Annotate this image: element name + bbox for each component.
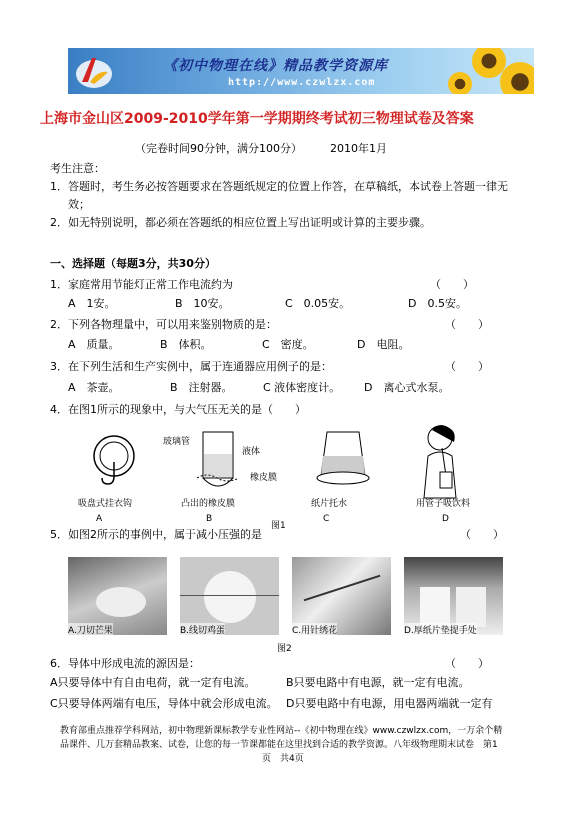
option-a: A 1安。	[68, 297, 116, 310]
suction-hook-drawing	[90, 432, 150, 492]
option-c: C 0.05安。	[285, 297, 351, 310]
option-d: D 离心式水泵。	[364, 381, 450, 394]
question-2-stem: 2．下列各物理量中，可以用来鉴别物质的是：	[50, 318, 277, 331]
option-d: D 电阻。	[357, 338, 410, 351]
notice-item: 1．答题时，考生务必按答题要求在答题纸规定的位置上作答，在草稿纸，本试卷上答题一律无	[50, 180, 508, 193]
banner-url[interactable]: http://www.czwlzx.com	[228, 77, 376, 88]
footer-line: 教育部重点推荐学科网站，初中物理新课标教学专业性网站--《初中物理在线》www.czwlzx.com，一万余个精	[60, 726, 503, 736]
figure-2-label: 图2	[277, 644, 292, 654]
footer-line: 品课件、几万套精品教案、试卷，让您的每一节课都能在这里找到合适的教学资源。八年级物理期末试卷 第1	[60, 740, 498, 750]
option-c: C 密度。	[262, 338, 314, 351]
figure-2-caption-a: A.刀切芒果	[68, 623, 113, 636]
exam-date: 2010年1月	[330, 142, 387, 155]
question-6-stem: 6．导体中形成电流的源因是：	[50, 657, 200, 670]
option-d: D只要电路中有电源，用电器两端就一定有	[286, 697, 493, 710]
answer-bracket: （ ）	[460, 528, 504, 541]
option-a: A 茶壶。	[68, 381, 120, 394]
site-logo	[72, 50, 116, 92]
answer-bracket: （ ）	[445, 318, 489, 331]
figure-1-letter-a: A	[96, 514, 103, 524]
question-4-stem: 4．在图1所示的现象中，与大气压无关的是（ ）	[50, 403, 306, 416]
paper-holding-water-drawing	[313, 426, 373, 490]
figure-1-label: 图1	[271, 521, 286, 531]
question-5-stem: 5．如图2所示的事例中，属于减小压强的是	[50, 528, 262, 541]
figure-1-caption-c: 纸片托水	[311, 499, 348, 509]
exam-info: （完卷时间90分钟，满分100分）	[135, 142, 302, 155]
option-c: C 液体密度计。	[263, 381, 341, 394]
header-banner	[68, 48, 534, 94]
label-glass-tube: 玻璃管	[163, 437, 191, 447]
answer-bracket: （ ）	[445, 657, 489, 670]
label-rubber: 橡皮膜	[250, 473, 278, 483]
figure-1-letter-b: B	[206, 514, 213, 524]
option-a: A 质量。	[68, 338, 120, 351]
section-heading: 一、选择题（每题3分，共30分）	[50, 257, 216, 270]
answer-bracket: （ ）	[445, 360, 489, 373]
figure-1-letter-c: C	[323, 514, 330, 524]
figure-1-letter-d: D	[442, 514, 449, 524]
figure-2-caption-c: C.用针绣花	[292, 623, 337, 636]
sunflower-icon	[500, 62, 534, 94]
question-3-stem: 3．在下列生活和生产实例中，属于连通器应用例子的是：	[50, 360, 332, 373]
figure-1-caption-a: 吸盘式挂衣钩	[78, 499, 133, 509]
figure-2-caption-d: D.厚纸片垫提手处	[404, 623, 477, 636]
drinking-straw-drawing	[410, 420, 476, 500]
banner-title: 《初中物理在线》精品教学资源库	[163, 58, 388, 74]
option-c: C只要导体两端有电压，导体中就会形成电流。	[50, 697, 278, 710]
figure-1-caption-b: 凸出的橡皮膜	[181, 499, 236, 509]
option-b: B 注射器。	[170, 381, 233, 394]
option-d: D 0.5安。	[408, 297, 467, 310]
figure-1	[70, 420, 490, 530]
figure-1-caption-d: 用管子吸饮料	[416, 499, 471, 509]
question-1-stem: 1．家庭常用节能灯正常工作电流约为	[50, 278, 233, 291]
notice-item: 2．如无特别说明，都必须在答题纸的相应位置上写出证明或计算的主要步骤。	[50, 216, 431, 229]
option-b: B只要电路中有电源，就一定有电流。	[286, 676, 470, 689]
footer-line: 页 共4页	[262, 754, 304, 764]
answer-bracket: （ ）	[430, 278, 474, 291]
sunflower-icon	[448, 72, 472, 94]
rubber-membrane-drawing	[195, 428, 245, 500]
option-b: B 体积。	[160, 338, 212, 351]
figure-2-caption-b: B.线切鸡蛋	[180, 623, 225, 636]
notice-heading: 考生注意：	[50, 162, 105, 175]
notice-item: 效；	[68, 198, 90, 211]
option-a: A只要导体中有自由电荷，就一定有电流。	[50, 676, 256, 689]
label-liquid: 液体	[242, 447, 261, 457]
option-b: B 10安。	[175, 297, 230, 310]
page-title: 上海市金山区2009-2010学年第一学期期终考试初三物理试卷及答案	[40, 111, 474, 127]
